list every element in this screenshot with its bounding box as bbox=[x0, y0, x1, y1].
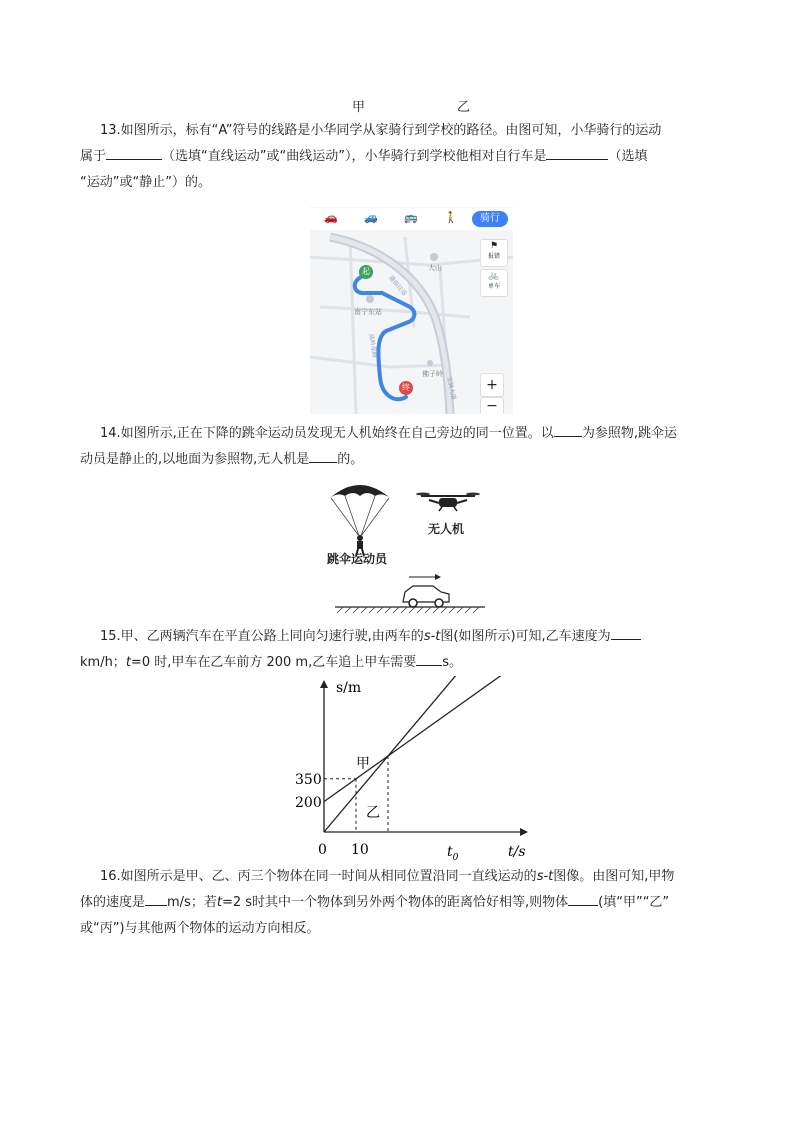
car-mode-icon[interactable]: 🚗 bbox=[324, 211, 338, 224]
q14-blank-2[interactable] bbox=[309, 448, 337, 463]
q15-text-a: 15.甲、乙两辆汽车在平直公路上同向匀速行驶,由两车的 bbox=[100, 629, 424, 644]
car-icon bbox=[403, 574, 449, 607]
y-tick-200: 200 bbox=[295, 795, 322, 811]
q13-line1: 13.如图所示，标有“A”符号的线路是小华同学从家骑行到学校的路径。由图可知，小华骑行的运动 bbox=[100, 123, 662, 138]
q15-t-symbol: t bbox=[125, 655, 131, 670]
bus-mode-icon[interactable]: 🚌 bbox=[404, 211, 418, 224]
q15-text-b: 图(如图所示)可知,乙车速度为 bbox=[440, 629, 611, 644]
q15-blank-2[interactable] bbox=[416, 651, 442, 666]
q14-line1 bbox=[80, 421, 726, 447]
x-tick-t0: $t_0$ bbox=[447, 844, 459, 863]
bike-button[interactable] bbox=[480, 269, 508, 297]
q15-text-e: s。 bbox=[442, 655, 463, 670]
q13-line3: “运动”或“静止”）的。 bbox=[80, 175, 211, 190]
chart-axes bbox=[320, 680, 528, 836]
q15-line2 bbox=[80, 650, 726, 676]
place-label-dashan: 大山 bbox=[428, 264, 442, 272]
q16-t-symbol: t bbox=[216, 895, 222, 910]
report-icon: ⚑ bbox=[489, 241, 499, 251]
q14-text-d: 的。 bbox=[337, 452, 364, 467]
bike-icon: 🚲 bbox=[488, 271, 500, 281]
transport-mode-bar bbox=[310, 208, 513, 230]
series-label-jia: 甲 bbox=[356, 756, 370, 772]
header-label-yi: 乙 bbox=[457, 100, 471, 115]
parachute-illustration bbox=[325, 478, 490, 618]
parachutist-label: 跳伞运动员 bbox=[327, 552, 388, 566]
q16-text-b: 图像。由图可知,甲物 bbox=[553, 869, 675, 884]
y-axis-label: s/m bbox=[336, 680, 362, 696]
x-tick-10: 10 bbox=[351, 842, 369, 858]
report-button[interactable] bbox=[480, 239, 508, 267]
cycling-mode-tab[interactable]: 骑行 bbox=[472, 211, 508, 227]
st-chart bbox=[290, 676, 540, 866]
q16-text-a: 16.如图所示是甲、乙、丙三个物体在同一时间从相同位置沿同一直线运动的 bbox=[100, 869, 537, 884]
question-13 bbox=[80, 118, 726, 196]
q16-text-d: m/s；若 bbox=[167, 895, 217, 910]
q16-text-f: (填“甲”“乙” bbox=[598, 895, 670, 910]
q13-line2 bbox=[80, 144, 726, 170]
q14-blank-1[interactable] bbox=[554, 422, 582, 437]
q15-line1 bbox=[80, 624, 726, 650]
q14-text-a: 14.如图所示,正在下降的跳伞运动员发现无人机始终在自己旁边的同一位置。以 bbox=[100, 426, 554, 441]
road-label-3: 玉洞大道 bbox=[445, 375, 458, 401]
bike-label: 单车 bbox=[487, 283, 500, 290]
question-14 bbox=[80, 421, 726, 473]
q13-text-a: 属于 bbox=[80, 149, 107, 164]
zoom-out-button[interactable]: − bbox=[480, 397, 504, 414]
parachute-lines bbox=[331, 496, 389, 536]
drone-icon bbox=[416, 493, 480, 512]
q14-text-b: 为参照物,跳伞运 bbox=[581, 426, 677, 441]
q15-blank-1[interactable] bbox=[611, 625, 641, 640]
road-label-2: 凤岭北路 bbox=[367, 333, 379, 359]
ground-line bbox=[335, 607, 485, 613]
q15-st-symbol: s-t bbox=[423, 629, 441, 644]
header-label-jia: 甲 bbox=[352, 100, 366, 115]
q16-line3: 或“丙”)与其他两个物体的运动方向相反。 bbox=[80, 921, 320, 936]
question-16 bbox=[80, 864, 726, 942]
q16-blank-2[interactable] bbox=[568, 891, 598, 906]
q13-blank-2[interactable] bbox=[546, 145, 608, 160]
q16-text-e: =2 s时其中一个物体到另外两个物体的距离恰好相等,则物体 bbox=[221, 895, 569, 910]
x-axis-label: t/s bbox=[508, 844, 526, 860]
origin-tick-label: 0 bbox=[318, 842, 327, 858]
start-marker[interactable]: 起 bbox=[359, 265, 373, 279]
q13-blank-1[interactable] bbox=[106, 145, 162, 160]
y-tick-350: 350 bbox=[295, 772, 322, 788]
place-label-station: 南宁东站 bbox=[354, 308, 382, 316]
zoom-in-button[interactable]: + bbox=[480, 373, 504, 397]
q16-blank-1[interactable] bbox=[145, 891, 167, 906]
q13-text-b: （选填“直线运动”或“曲线运动”），小华骑行到学校他相对自行车是 bbox=[162, 149, 547, 164]
q14-text-c: 动员是静止的,以地面为参照物,无人机是 bbox=[80, 452, 310, 467]
question-15 bbox=[80, 624, 726, 676]
q14-line2 bbox=[80, 447, 726, 473]
q16-line2 bbox=[80, 890, 726, 916]
end-marker[interactable]: 终 bbox=[399, 381, 413, 395]
taxi-mode-icon[interactable]: 🚙 bbox=[364, 211, 378, 224]
drone-label: 无人机 bbox=[428, 522, 465, 536]
route-map bbox=[310, 207, 513, 414]
q16-st-symbol: s-t bbox=[536, 869, 554, 884]
q16-line1 bbox=[80, 864, 726, 890]
series-line-yi bbox=[324, 676, 504, 832]
q15-text-d: =0 时,甲车在乙车前方 200 m,乙车追上甲车需要 bbox=[130, 655, 417, 670]
q16-text-c: 体的速度是 bbox=[80, 895, 146, 910]
parachute-canopy bbox=[330, 485, 390, 498]
place-label-foziling: 佛子岭 bbox=[422, 370, 443, 378]
walk-mode-icon[interactable]: 🚶 bbox=[444, 211, 458, 224]
report-label: 报错 bbox=[487, 253, 500, 260]
q13-text-c: （选填 bbox=[608, 149, 648, 164]
q15-text-c: km/h； bbox=[80, 655, 126, 670]
road-label-1: 蒲庙往返 bbox=[387, 274, 408, 298]
series-label-yi: 乙 bbox=[366, 805, 380, 821]
